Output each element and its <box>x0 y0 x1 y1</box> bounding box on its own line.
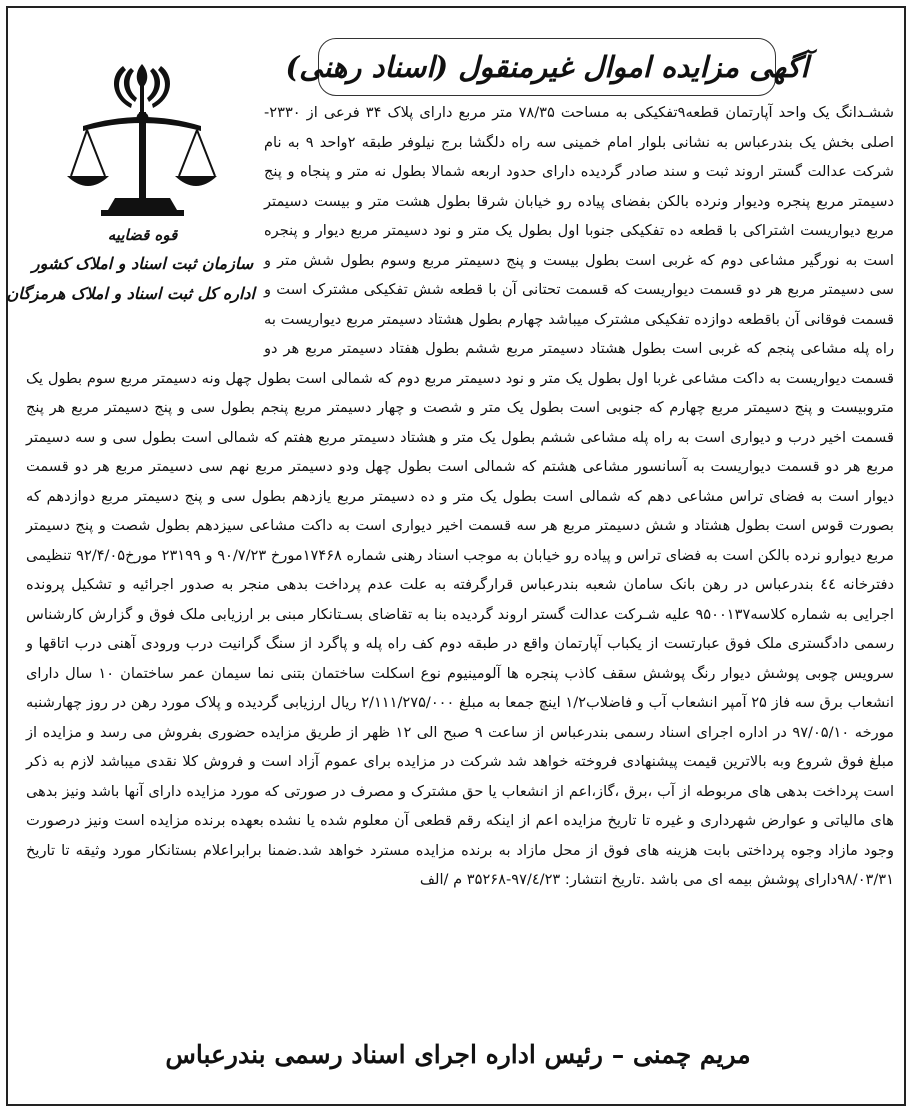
org-line-registry: سازمان ثبت اسناد و املاک کشور <box>31 254 254 273</box>
org-line-hormozgan: اداره کل ثبت اسناد و املاک هرمزگان <box>6 284 255 303</box>
org-line-judiciary: قوه قضاییه <box>107 226 178 244</box>
signature: مریم چمنی – رئیس اداره اجرای اسناد رسمی بندرعباس <box>165 1040 751 1069</box>
notice-body-text: ششـدانگ یک واحد آپارتمان قطعه۹تفکیکی به مساحت ۷۸/۳۵ متر مربع دارای پلاک ۳۴ فرعی از ۲۳۳۰- اصلی بخش یک بندرعباس به نشانی بلوار امام خمینی سه راه دلگشا برج نیلوفر طبقه ۲واحد ۹ به نام شرکت عدالت گستر اروند ثبت و سند صادر گردیده دارای حدود اربعه شمالا بطول نه متر و پنجاه و پنج دسیمتر مربع پنجره ودیوار ونرده بالکن بفضای پیاده رو خیابان شرقا بطول هشت متر و بیست دسیمتر مربع دیواریست اشتراکی با قطعه ده تفکیکی جنوبا اول بطول یک متر و نود دسیمتر مربع دیوار و پنجره است به نورگیر مشاعی دوم که غربی است بطول بیست و پنج دسیمتر مربع وسوم بطول شش متر و سی دسیمتر مربع هر دو قسمت دیواریست که قسمت تحتانی آن با قطعه شش تفکیکی مشترک است و قسمت فوقانی آن باقطعه دوازده تفکیکی مشترک میباشد چهارم بطول هشتاد دسیمتر مربع دیواریست به راه پله مشاعی پنجم که غربی است بطول هشتاد دسیمتر مربع ششم بطول هفتاد دسیمتر مربع هر دو قسمت دیواریست به داکت مشاعی غربا اول بطول یک متر و نود دسیمتر مربع دوم که شمالی است بطول چهل ونه دسیمتر مربع سوم بطول یک متروبیست و پنج دسیمتر مربع چهارم که جنوبی است بطول یک متر و شصت و چهار دسیمتر مربع پنجم بطول سی و پنج دسیمتر مربع هر پنج قسمت اخیر درب و دیواری است به راه پله مشاعی ششم بطول یک متر و هشتاد دسیمتر مربع هفتم که شمالی است بطول سی و سه دسیمتر مربع هر دو قسمت دیواریست به آسانسور مشاعی هشتم که شمالی است بطول چهل ودو دسیمتر مربع نهم سی دسیمتر مربع هر دو قسمت دیوار است به فضای تراس مشاعی دهم که شمالی است بطول یک متر و ده دسیمتر مربع یازدهم بطول سی و پنج دسیمتر مربع دوازدهم که بصورت قوس است بطول هشتاد و شش دسیمتر مربع هر سه قسمت اخیر دیواری است به داکت مشاعی سیزدهم بطول شصت و پنج دسیمتر مربع دیوارو نرده بالکن است به فضای تراس و پیاده رو خیابان به موجب اسناد رهنی شماره ۱۷۴۶۸مورخ ۹۰/۷/۲۳ و ۲۳۱۹۹ مورخ۹۲/۴/۰۵ تنظیمی دفترخانه ٤٤ بندرعباس در رهن بانک سامان شعبه بندرعباس قرارگرفته به علت عدم پرداخت بدهی منجر به صدور اجرائیه و تشکیل پرونده اجرایی به شماره کلاسه۹۵۰۰۱۳۷ علیه شـرکت عدالت گستر اروند گردیده بنا به تقاضای بسـتانکار مبنی بر ارزیابی ملک فوق و گزارش کارشناس رسمی دادگستری ملک فوق عبارتست از یکباب آپارتمان واقع در طبقه دوم کف راه پله و پاگرد از سنگ گرانیت درب ورودی آهنی درب اتاقها و سرویس چوبی پوشش دیوار رنگ پوشش سقف کاذب پنجره ها آلومینیوم نوع اسکلت ساختمان بتنی نما سیمان عمر ساختمان ۱۰ سال دارای انشعاب برق سه فاز ۲۵ آمپر انشعاب آب و فاضلاب۱/۲ اینچ جمعا به مبلغ ۲/۱۱۱/۲۷۵/۰۰۰ ریال ارزیابی گردیده و پلاک مورد رهن در روز چهارشنبه مورخه ۹۷/۰۵/۱۰ در اداره اجرای اسناد رسمی بندرعباس از ساعت ۹ صبح الی ۱۲ ظهر از طریق مزایده حضوری بفروش می رسد و مزایده از مبلغ فوق شروع وبه بالاترین قیمت پیشنهادی فروخته خواهد شد شرکت در مزایده برای عموم آزاد است و فروش کلا نقدی میباشد لازم به ذکر است پرداخت بدهی های مربوطه از آب ،برق ،گاز،اعم از انشعاب یا حق مشترک و مصرف در صورتی که مورد مزایده دارای آنها باشد ونیز بدهی های مالیاتی و عوارض شهرداری و غیره تا تاریخ مزایده اعم از اینکه رقم قطعی آن معلوم شده یا نشده بعهده برنده مزایده است ونیز درصورت وجود مازاد وجوه پرداختی بابت هزینه های فوق از محل مازاد به برنده مزایده مسترد خواهد شد.ضمنا برابراعلام بستانکار مورد وثیقه تا تاریخ ۹۸/۰۳/۳۱دارای پوشش بیمه ای می باشد .تاریخ انتشار: ۹۷/٤/۲۳-۳۵۲۶۸ م /الف <box>26 104 895 888</box>
logo-spacer <box>6 98 264 348</box>
notice-title <box>285 38 809 96</box>
notice-title-text: آگهی مزایده اموال غیرمنقول (اسناد رهنی) <box>285 50 809 84</box>
notice-body <box>6 98 895 1058</box>
